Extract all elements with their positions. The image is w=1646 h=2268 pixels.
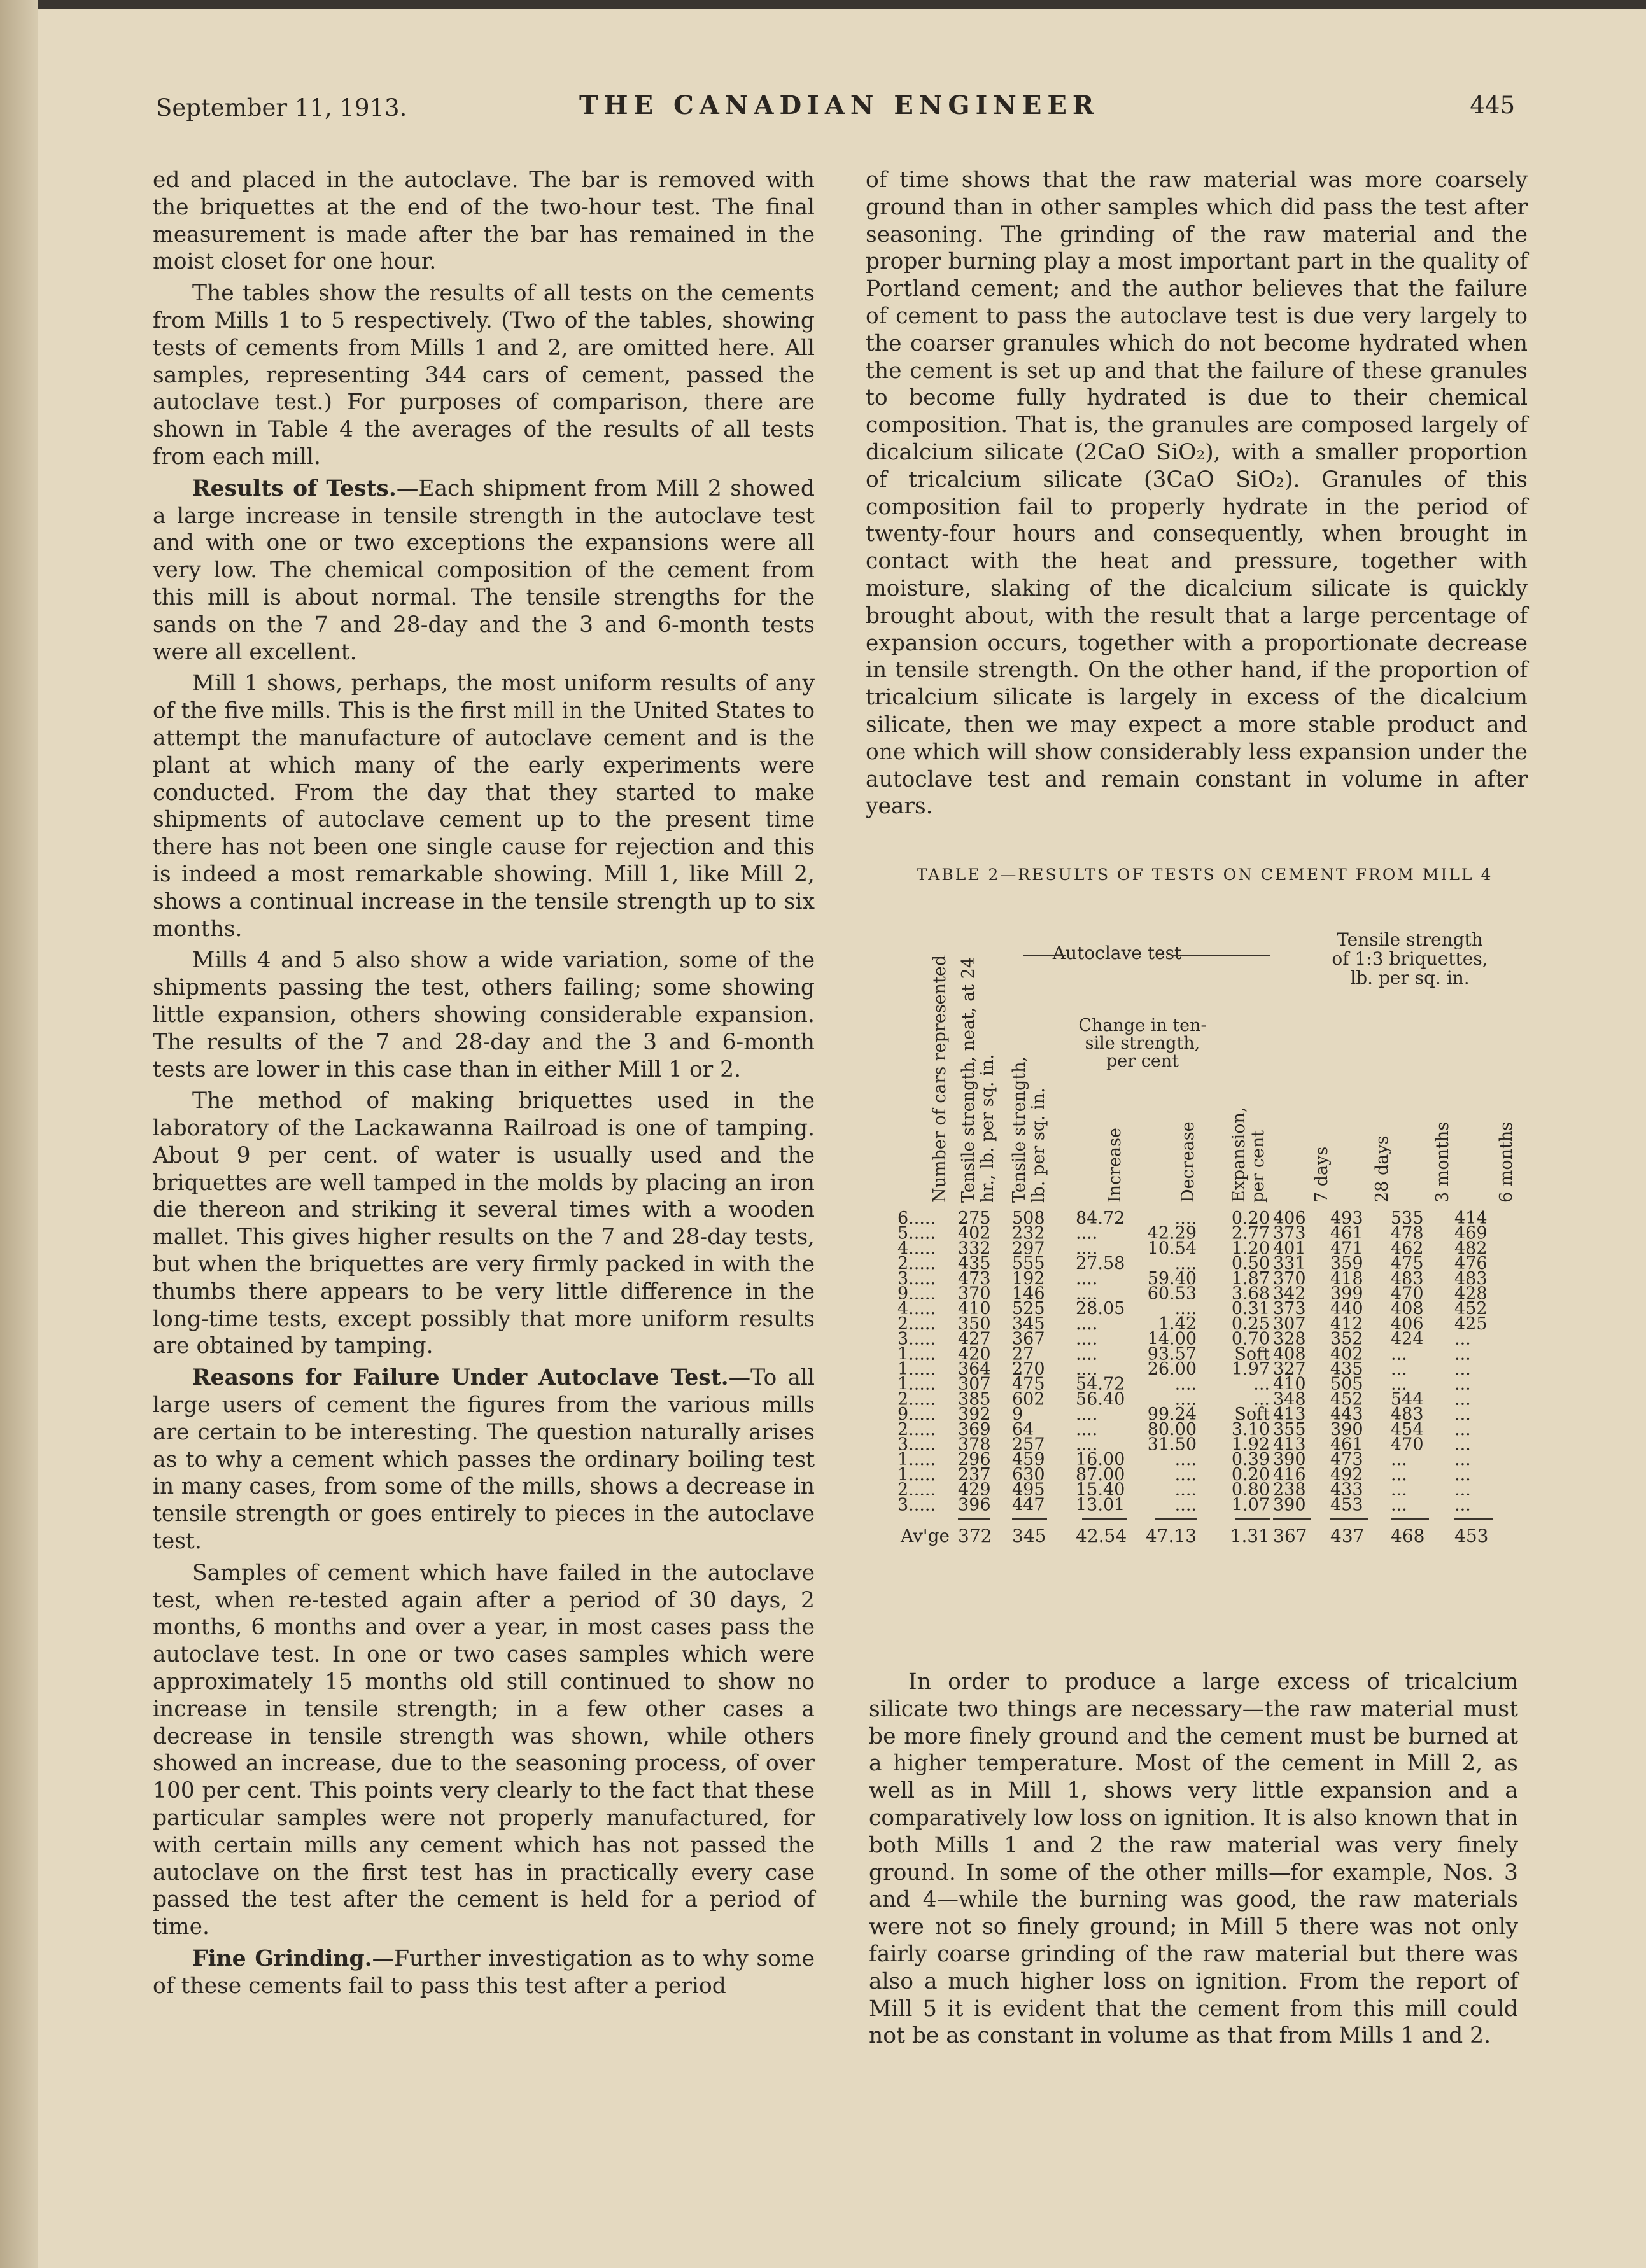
column-header: Increase — [1105, 1128, 1125, 1203]
table-cell: ... — [1454, 1389, 1471, 1410]
paragraph: The method of making briquettes used in the laboratory of the Lackawanna Railroad is one of tamping. About 9 per cent. of water is usually used and the briquettes are well tamped in the molds by placing an iron die thereon and striking it several times with a wooden mallet. This gives higher results on the 7 and 28-day tests, but when the briquettes are very firmly packed in with the thumbs there appears to be very little difference in the long-time tests, except possibly that more uniform results are obtained by tamping. — [153, 1088, 815, 1359]
table-cell: 0.80 — [1231, 1480, 1270, 1500]
table-cell: 447 — [1012, 1495, 1045, 1515]
table-cell: .... — [1076, 1268, 1098, 1289]
table-cell: 373 — [1273, 1223, 1306, 1243]
table-cell: 0.20 — [1231, 1464, 1270, 1485]
table-cell: 390 — [1273, 1495, 1306, 1515]
table-cell: 2..... — [897, 1313, 936, 1334]
group-header-autoclave: Autoclave test — [1052, 942, 1182, 963]
table-cell: 476 — [1454, 1254, 1488, 1274]
table-cell: 16.00 — [1076, 1450, 1125, 1470]
column-header: per cent — [1248, 1130, 1268, 1203]
table-cell: Soft — [1234, 1344, 1270, 1364]
table-cell: 402 — [958, 1223, 991, 1243]
table-cell: 350 — [958, 1313, 991, 1334]
right-column-continued — [869, 1669, 1518, 2050]
table-cell: .... — [1076, 1284, 1098, 1304]
table-cell: 478 — [1391, 1223, 1424, 1243]
group-header-change: per cent — [1106, 1051, 1179, 1071]
table-cell: 3.10 — [1231, 1419, 1270, 1439]
table-cell: ... — [1454, 1480, 1471, 1500]
table-cell: 433 — [1330, 1480, 1363, 1500]
table-cell: 9 — [1012, 1404, 1023, 1425]
column-header: Expansion, — [1229, 1107, 1249, 1203]
table-cell: 6..... — [897, 1208, 936, 1228]
table-cell: 3..... — [897, 1495, 936, 1515]
table-cell: 99.24 — [1147, 1404, 1197, 1425]
paragraph: The tables show the results of all tests on the cements from Mills 1 to 5 respectively. (Two of the tables, showing tests of cements from Mills 1 and 2, are omitted here. All samples, representing 344 cars of cement, passed the autoclave test.) For purposes of comparison, there are shown in Table 4 the averages of the results of all tests from each mill. — [153, 281, 815, 470]
table-cell: 471 — [1330, 1238, 1363, 1259]
table-cell: 408 — [1273, 1344, 1306, 1364]
table-cell: 26.00 — [1147, 1359, 1197, 1379]
table-cell: .... — [1076, 1359, 1098, 1379]
table-cell: 1..... — [897, 1464, 936, 1485]
table-cell: .... — [1174, 1254, 1197, 1274]
table-cell: 307 — [958, 1374, 991, 1394]
table-cell: 602 — [1012, 1389, 1045, 1410]
table-cell: 462 — [1391, 1238, 1424, 1259]
table-cell: 475 — [1391, 1254, 1424, 1274]
group-header-tensile: Tensile strength — [1337, 929, 1483, 950]
table-cell: 493 — [1330, 1208, 1363, 1228]
table-cell: 1..... — [897, 1450, 936, 1470]
table-cell: 345 — [1012, 1313, 1045, 1334]
table-cell: 1..... — [897, 1374, 936, 1394]
group-header-change: Change in ten- — [1078, 1016, 1207, 1035]
table-cell: 13.01 — [1076, 1495, 1125, 1515]
table-cell: 327 — [1273, 1359, 1306, 1379]
table-cell: .... — [1076, 1223, 1098, 1243]
table-cell: ... — [1454, 1434, 1471, 1455]
table-cell: ... — [1454, 1344, 1471, 1364]
table-cell: 56.40 — [1076, 1389, 1125, 1410]
paragraph-text: —To all large users of cement the figures from the various mills are certain to be interesting. The question naturally arises as to why a cement which passes the ordinary boiling test in many cases, from some of the mills, shows a decrease in tensile strength or goes entirely to pieces in the autoclave test. — [153, 1365, 815, 1555]
table-cell: 443 — [1330, 1404, 1363, 1425]
table-cell: 332 — [958, 1238, 991, 1259]
column-header: 7 days — [1312, 1146, 1332, 1203]
table-cell: 5..... — [897, 1223, 936, 1243]
table-cell: 428 — [1454, 1284, 1488, 1304]
table-cell: 424 — [1391, 1329, 1424, 1349]
table-cell: ... — [1454, 1359, 1471, 1379]
header-date: September 11, 1913. — [156, 94, 407, 122]
table-cell: .... — [1076, 1404, 1098, 1425]
table-cell: 54.72 — [1076, 1374, 1125, 1394]
table-cell: 232 — [1012, 1223, 1045, 1243]
table-cell: 9..... — [897, 1404, 936, 1425]
average-cell: 42.54 — [1076, 1525, 1127, 1546]
table-cell: 10.54 — [1147, 1238, 1197, 1259]
table-cell: 238 — [1273, 1480, 1306, 1500]
table-cell: 1.20 — [1231, 1238, 1270, 1259]
table-cell: 392 — [958, 1404, 991, 1425]
table-cell: 2..... — [897, 1419, 936, 1439]
table-cell: 390 — [1330, 1419, 1363, 1439]
table-cell: 401 — [1273, 1238, 1306, 1259]
table-cell: 535 — [1391, 1208, 1424, 1228]
table-cell: 416 — [1273, 1464, 1306, 1485]
table-cell: .... — [1076, 1419, 1098, 1439]
average-cell: 372 — [958, 1525, 992, 1546]
table-cell: ... — [1391, 1495, 1407, 1515]
table-cell: ... — [1454, 1329, 1471, 1349]
page-number: 445 — [1470, 92, 1515, 119]
table-cell: 3..... — [897, 1434, 936, 1455]
table-cell: 60.53 — [1147, 1284, 1197, 1304]
table-cell: 328 — [1273, 1329, 1306, 1349]
table-cell: .... — [1174, 1450, 1197, 1470]
table-cell: 435 — [958, 1254, 991, 1274]
table-cell: 473 — [1330, 1450, 1363, 1470]
table-cell: 359 — [1330, 1254, 1363, 1274]
table-cell: 14.00 — [1147, 1329, 1197, 1349]
table-cell: ... — [1391, 1464, 1407, 1485]
paragraph-text: —Each shipment from Mill 2 showed a large increase in tensile strength in the autoclave test and with one or two exceptions the expansions were all very low. The chemical composition of the cement from this mill is about normal. The tensile strengths for the sands on the 7 and 28-day and the 3 and 6-month tests were all excellent. — [153, 475, 815, 665]
table-cell: 406 — [1391, 1313, 1424, 1334]
table-cell: .... — [1174, 1495, 1197, 1515]
table-cell: 412 — [1330, 1313, 1363, 1334]
table-cell: .... — [1174, 1464, 1197, 1485]
table-cell: 427 — [958, 1329, 991, 1349]
table-cell: 369 — [958, 1419, 991, 1439]
column-header: 3 months — [1433, 1121, 1453, 1203]
table-cell: ... — [1253, 1374, 1270, 1394]
table-cell: 440 — [1330, 1299, 1363, 1319]
table-cell: 0.39 — [1231, 1450, 1270, 1470]
table-cell: 270 — [1012, 1359, 1045, 1379]
table-cell: 31.50 — [1147, 1434, 1197, 1455]
table-cell: 15.40 — [1076, 1480, 1125, 1500]
table-caption-text: TABLE 2—RESULTS OF TESTS ON CEMENT FROM MILL 4 — [917, 865, 1493, 884]
table-cell: 331 — [1273, 1254, 1306, 1274]
column-header: 6 months — [1496, 1121, 1516, 1203]
column-header: Number of cars represented — [930, 955, 950, 1203]
table-cell: 461 — [1330, 1434, 1363, 1455]
table-cell: ... — [1454, 1464, 1471, 1485]
table-cell: 630 — [1012, 1464, 1045, 1485]
table-cell: 378 — [958, 1434, 991, 1455]
table-cell: 80.00 — [1147, 1419, 1197, 1439]
column-header: Tensile strength, neat, at 24 — [959, 956, 978, 1203]
section-heading: Reasons for Failure Under Autoclave Test. — [192, 1365, 729, 1391]
table-cell: 296 — [958, 1450, 991, 1470]
paragraph: Samples of cement which have failed in the autoclave test, when re-tested again after a period of 30 days, 2 months, 6 months and over a year, in most cases pass the autoclave test. In one or two cases samples which were approximately 15 months old still continued to show no increase in tensile strength; in a few other cases a decrease in tensile strength was shown, while others showed an increase, due to the seasoning process, of over 100 per cent. This points very clearly to the fact that these particular samples were not properly manufactured, for with certain mills any cement which has not passed the autoclave on the first test has in practically every case passed the test after the cement is held for a period of time. — [153, 1560, 815, 1940]
table-cell: 2..... — [897, 1254, 936, 1274]
table-cell: 429 — [958, 1480, 991, 1500]
table-cell: 470 — [1391, 1284, 1424, 1304]
table-cell: 399 — [1330, 1284, 1363, 1304]
average-cell: 1.31 — [1230, 1525, 1270, 1546]
group-header-tensile: of 1:3 briquettes, — [1332, 948, 1488, 969]
table-cell: 482 — [1454, 1238, 1488, 1259]
table-cell: ... — [1391, 1359, 1407, 1379]
section-heading: Results of Tests. — [192, 475, 397, 501]
table-cell: 1..... — [897, 1359, 936, 1379]
table-cell: 425 — [1454, 1313, 1488, 1334]
table-cell: 454 — [1391, 1419, 1424, 1439]
table-cell: 307 — [1273, 1313, 1306, 1334]
table-cell: 525 — [1012, 1299, 1045, 1319]
table-cell: 435 — [1330, 1359, 1363, 1379]
table-cell: 402 — [1330, 1344, 1363, 1364]
table-cell: 473 — [958, 1268, 991, 1289]
table-cell: 453 — [1330, 1495, 1363, 1515]
table-cell: 418 — [1330, 1268, 1363, 1289]
table-cell: 257 — [1012, 1434, 1045, 1455]
table-cell: .... — [1076, 1329, 1098, 1349]
table-cell: 2.77 — [1231, 1223, 1270, 1243]
average-cell: 47.13 — [1145, 1525, 1197, 1546]
table-cell: 27.58 — [1076, 1254, 1125, 1274]
table-cell: 42.29 — [1147, 1223, 1197, 1243]
table-cell: ... — [1454, 1450, 1471, 1470]
table-cell: 0.20 — [1231, 1208, 1270, 1228]
paragraph: ed and placed in the autoclave. The bar is removed with the briquettes at the end of the two-hour test. The final measurement is made after the bar has remained in the moist closet for one hour. — [153, 167, 815, 275]
table-cell: 508 — [1012, 1208, 1045, 1228]
paragraph: Mills 4 and 5 also show a wide variation, some of the shipments passing the test, others failing; some showing little expansion, others showing considerable expansion. The results of the 7 and 28-day and the 3 and 6-month tests are lower in this case than in either Mill 1 or 2. — [153, 948, 815, 1082]
table-cell: 87.00 — [1076, 1464, 1125, 1485]
table-cell: 555 — [1012, 1254, 1045, 1274]
table-cell: ... — [1454, 1419, 1471, 1439]
table-cell: 3..... — [897, 1329, 936, 1349]
table-cell: 0.25 — [1231, 1313, 1270, 1334]
table-cell: ... — [1454, 1404, 1471, 1425]
average-cell: 345 — [1012, 1525, 1046, 1546]
table-cell: 413 — [1273, 1434, 1306, 1455]
table-cell: 3.68 — [1231, 1284, 1270, 1304]
table-cell: 470 — [1391, 1434, 1424, 1455]
table-cell: 370 — [958, 1284, 991, 1304]
table-cell: 146 — [1012, 1284, 1045, 1304]
table-cell: 1.42 — [1158, 1313, 1197, 1334]
table-cell: 367 — [1012, 1329, 1045, 1349]
table-cell: .... — [1076, 1238, 1098, 1259]
table-cell: 495 — [1012, 1480, 1045, 1500]
table-cell: 1..... — [897, 1344, 936, 1364]
table-cell: .... — [1076, 1434, 1098, 1455]
table-cell: ... — [1391, 1374, 1407, 1394]
table-cell: .... — [1174, 1374, 1197, 1394]
section-heading: Fine Grinding. — [192, 1946, 372, 1971]
table-cell: 4..... — [897, 1299, 936, 1319]
column-header: hr., lb. per sq. in. — [978, 1054, 997, 1203]
table-cell: 1.97 — [1231, 1359, 1270, 1379]
table-cell: 492 — [1330, 1464, 1363, 1485]
table-cell: 64 — [1012, 1419, 1034, 1439]
journal-title: THE CANADIAN ENGINEER — [579, 90, 1100, 120]
average-cell: 453 — [1454, 1525, 1489, 1546]
table-cell: .... — [1174, 1299, 1197, 1319]
table-cell: 0.70 — [1231, 1329, 1270, 1349]
table-cell: 4..... — [897, 1238, 936, 1259]
table-cell: 93.57 — [1147, 1344, 1197, 1364]
table-cell: .... — [1076, 1344, 1098, 1364]
table-cell: 410 — [958, 1299, 991, 1319]
table-cell: ... — [1391, 1344, 1407, 1364]
table-cell: 469 — [1454, 1223, 1488, 1243]
table-cell: 355 — [1273, 1419, 1306, 1439]
table-cell: 297 — [1012, 1238, 1045, 1259]
table-cell: 237 — [958, 1464, 991, 1485]
table-cell: ... — [1391, 1480, 1407, 1500]
table-cell: 483 — [1391, 1404, 1424, 1425]
table-cell: 390 — [1273, 1450, 1306, 1470]
table-cell: 505 — [1330, 1374, 1363, 1394]
table-cell: 59.40 — [1147, 1268, 1197, 1289]
table-cell: 2..... — [897, 1389, 936, 1410]
table-cell: 459 — [1012, 1450, 1045, 1470]
table-cell: ... — [1454, 1495, 1471, 1515]
table-cell: 414 — [1454, 1208, 1488, 1228]
table-cell: 385 — [958, 1389, 991, 1410]
table-cell: 483 — [1391, 1268, 1424, 1289]
table-cell: 452 — [1330, 1389, 1363, 1410]
average-cell: 437 — [1330, 1525, 1365, 1546]
table-cell: 420 — [958, 1344, 991, 1364]
table-cell: 342 — [1273, 1284, 1306, 1304]
table-cell: 364 — [958, 1359, 991, 1379]
table-cell: 192 — [1012, 1268, 1045, 1289]
group-header-tensile: lb. per sq. in. — [1350, 967, 1470, 988]
table-cell: 3..... — [897, 1268, 936, 1289]
table-cell: 408 — [1391, 1299, 1424, 1319]
table-cell: 28.05 — [1076, 1299, 1125, 1319]
table-cell: 461 — [1330, 1223, 1363, 1243]
table-cell: .... — [1174, 1480, 1197, 1500]
average-cell: 367 — [1273, 1525, 1307, 1546]
table-cell: 452 — [1454, 1299, 1488, 1319]
column-header: lb. per sq. in. — [1029, 1088, 1048, 1203]
table-cell: Soft — [1234, 1404, 1270, 1425]
table-cell: 406 — [1273, 1208, 1306, 1228]
table-cell: 0.50 — [1231, 1254, 1270, 1274]
paragraph: of time shows that the raw material was more coarsely ground than in other samples which did pass the test after seasoning. The grinding of the raw material and the proper burning play a most important part in the quality of Portland cement; and the author believes that the failure of cement to pass the autoclave test is due very largely to the coarser granules which do not become hydrated when the cement is set up and that the failure of these granules to become fully hydrated is due to their chemical composition. That is, the granules are composed largely of dicalcium silicate (2CaO SiO₂), with a smaller proportion of tricalcium silicate (3CaO SiO₂). Granules of this composition fail to properly hydrate in the period of twenty-four hours and consequently, when brought in contact with the heat and pressure, together with moisture, slaking of the dicalcium silicate is quickly brought about, with the result that a large percentage of expansion occurs, together with a proportionate decrease in tensile strength. On the other hand, if the proportion of tricalcium silicate is largely in excess of the dicalcium silicate, then we may expect a more stable product and one which will show considerably less expansion under the autoclave test and remain constant in volume in after years. — [866, 167, 1528, 820]
table-cell: 1.92 — [1231, 1434, 1270, 1455]
average-cell: 468 — [1391, 1525, 1425, 1546]
group-header-change: sile strength, — [1085, 1033, 1200, 1053]
table-cell: 2..... — [897, 1480, 936, 1500]
table-cell: 1.87 — [1231, 1268, 1270, 1289]
table-cell: 544 — [1391, 1389, 1424, 1410]
table-cell: 275 — [958, 1208, 991, 1228]
table-cell: .... — [1076, 1313, 1098, 1334]
column-header: Decrease — [1178, 1121, 1198, 1203]
table-cell: 352 — [1330, 1329, 1363, 1349]
table-cell: 410 — [1273, 1374, 1306, 1394]
table-cell: 483 — [1454, 1268, 1488, 1289]
table-cell: 396 — [958, 1495, 991, 1515]
table-cell: ... — [1253, 1389, 1270, 1410]
paragraph: In order to produce a large excess of tricalcium silicate two things are necessary—the raw material must be more finely ground and the cement must be burned at a higher temperature. Most of the cement in Mill 2, as well as in Mill 1, shows very little expansion and a comparatively low loss on ignition. It is also known that in both Mills 1 and 2 the raw material was very finely ground. In some of the other mills—for example, Nos. 3 and 4—while the burning was good, the raw materials were not so finely ground; in Mill 5 there was not only fairly coarse grinding of the raw material but there was also a much higher loss on ignition. From the report of Mill 5 it is evident that the cement from this mill could not be as constant in volume as that from Mills 1 and 2. — [869, 1669, 1519, 2049]
paragraph-text: —Further investigation as to why some of these cements fail to pass this test after a period — [153, 1946, 815, 1999]
table-cell: .... — [1174, 1208, 1197, 1228]
table-cell: 84.72 — [1076, 1208, 1125, 1228]
table-cell: 0.31 — [1231, 1299, 1270, 1319]
table-cell: 373 — [1273, 1299, 1306, 1319]
paragraph: Mill 1 shows, perhaps, the most uniform results of any of the five mills. This is the first mill in the United States to attempt the manufacture of autoclave cement and is the plant at which many of the early experiments were conducted. From the day that they started to make shipments of autoclave cement up to the present time there has not been one single cause for rejection and this is indeed a most remarkable showing. Mill 1, like Mill 2, shows a continual increase in the tensile strength up to six months. — [153, 671, 815, 942]
table-cell: 27 — [1012, 1344, 1034, 1364]
column-header: 28 days — [1372, 1135, 1392, 1203]
table-cell: 370 — [1273, 1268, 1306, 1289]
table-cell: 9..... — [897, 1284, 936, 1304]
table-cell: 348 — [1273, 1389, 1306, 1410]
table-cell: ... — [1454, 1374, 1471, 1394]
column-header: Tensile strength, — [1009, 1056, 1029, 1203]
table-cell: 1.07 — [1231, 1495, 1270, 1515]
table-cell: 413 — [1273, 1404, 1306, 1425]
table-cell: .... — [1174, 1389, 1197, 1410]
table-cell: 475 — [1012, 1374, 1045, 1394]
average-cell: Av'ge — [901, 1525, 950, 1546]
table-cell: ... — [1391, 1450, 1407, 1470]
